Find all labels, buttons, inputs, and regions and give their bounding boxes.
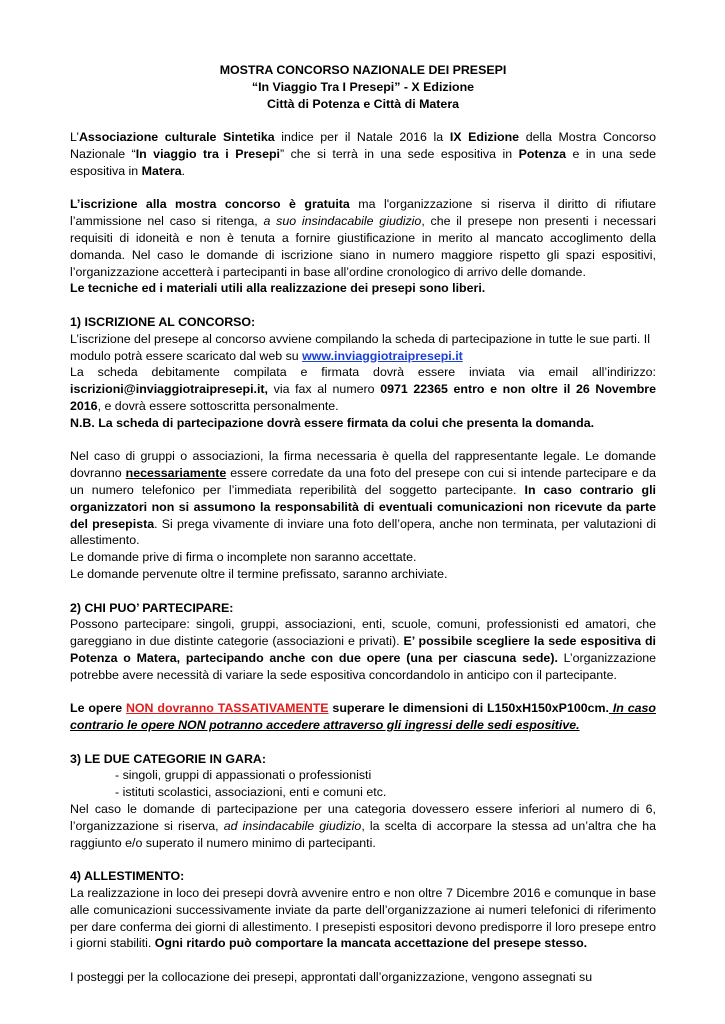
section-4-heading: 4) ALLESTIMENTO: [70, 869, 185, 884]
section-4-paragraph-1: La realizzazione in loco dei presepi dovrà avvenire entro e non oltre 7 Dicembre 2016 e comunque in base alle comunicazioni successivamente inviate da parte dell’organizzazione ai numeri telefonici di riferimento per dare conferma dei giorni di allestimento. I presepisti espositori devono predisporre il loro presepe entro i giorni stabiliti. Ogni ritardo può comportare la mancata accettazione del presepe stesso. [70, 886, 656, 951]
section-1-paragraph-1: L’iscrizione del presepe al concorso avviene compilando la scheda di partecipazione in tutte le sue parti. Il modulo potrà essere scaricato dal web su www.inviaggiotraipresepi.it [70, 331, 650, 363]
email-address: iscrizioni@inviaggiotraipresepi.it, [70, 382, 268, 397]
section-3-heading: 3) LE DUE CATEGORIE IN GARA: [70, 751, 266, 766]
document-page [70, 62, 656, 986]
website-link[interactable]: www.inviaggiotraipresepi.it [302, 348, 463, 363]
section-2-heading: 2) CHI PUO’ PARTECIPARE: [70, 600, 234, 615]
list-item: - istituti scolastici, associazioni, enti e comuni etc. [70, 784, 656, 801]
section-1-paragraph-4: Le domande prive di firma o incomplete non saranno accettate. [70, 550, 417, 565]
title-line-2: “In Viaggio Tra I Presepi” - X Edizione [251, 79, 475, 94]
title-line-1: MOSTRA CONCORSO NAZIONALE DEI PRESEPI [219, 63, 507, 77]
free-registration-paragraph: L’iscrizione alla mostra concorso è gratuita ma l'organizzazione si riserva il diritto di rifiutare l’ammissione nel caso si ritenga, a suo insindacabile giudizio, che il presepe non presenti i necessari requisiti di idoneità e non è tenuta a fornire giustificazione in merito al mancato accoglimento della domanda. Nel caso le domande di iscrizione siano in numero maggiore rispetto gli spazi espositivi, l’organizzazione accetterà i partecipanti in base all’ordine cronologico di arrivo delle domande. [70, 197, 657, 279]
section-1-paragraph-3: Nel caso di gruppi o associazioni, la firma necessaria è quella del rappresentante legale. Le domande dovranno necessariamente essere corredate da una foto del presepe con cui si intende partecipare e da un numero telefonico per l’immediata reperibilità del soggetto partecipante. In caso contrario gli organizzatori non si assumono la responsabilità di eventuali comunicazioni non ricevute da parte del presepista. Si prega vivamente di inviare una foto dell’opera, anche non terminata, per valutazioni di allestimento. [70, 449, 656, 548]
section-4-paragraph-2: I posteggi per la collocazione dei presepi, approntati dall’organizzazione, vengono assegnati su [70, 970, 593, 985]
intro-paragraph: L’Associazione culturale Sintetika indice per il Natale 2016 la IX Edizione della Mostra Concorso Nazionale “In viaggio tra i Presepi” che si terrà in una sede espositiva in Potenza e in una sede espositiva in Matera. [70, 130, 656, 178]
section-1-heading: 1) ISCRIZIONE AL CONCORSO: [70, 314, 256, 329]
document-title [70, 62, 656, 112]
section-1-paragraph-2: La scheda debitamente compilata e firmata dovrà essere inviata via email all’indirizzo: iscrizioni@inviaggiotraipresepi.it, via fax al numero 0971 22365 entro e non oltre il 26 Novembre 2016, e dovrà essere sottoscritta personalmente. [70, 365, 657, 413]
dimensions-note: Le opere NON dovranno TASSATIVAMENTE superare le dimensioni di L150xH150xP100cm. In caso contrario le opere NON potranno accedere attraverso gli ingressi delle sedi espositive. [70, 701, 656, 733]
section-1-paragraph-5: Le domande pervenute oltre il termine prefissato, saranno archiviate. [70, 566, 448, 581]
section-3-paragraph-1: Nel caso le domande di partecipazione per una categoria dovessero essere inferiori al numero di 6, l’organizzazione si riserva, ad insindacabile giudizio, la scelta di accorpare la stessa ad un’altra che ha raggiunto e/o superato il numero minimo di partecipanti. [70, 802, 657, 850]
title-line-3: Città di Potenza e Città di Matera [266, 96, 460, 111]
techniques-note: Le tecniche ed i materiali utili alla realizzazione dei presepi sono liberi. [70, 281, 486, 296]
list-item: - singoli, gruppi di appassionati o professionisti [70, 767, 656, 784]
section-2-paragraph-1: Possono partecipare: singoli, gruppi, associazioni, enti, scuole, comuni, professionisti ed amatori, che gareggiano in due distinte categorie (associazioni e privati). E’ possibile scegliere la sede espositiva di Potenza o Matera, partecipando anche con due opere (una per ciascuna sede). L’organizzazione potrebbe avere necessità di variare la sede espositiva concordandolo in anticipo con il partecipante. [70, 617, 657, 682]
nb-note: N.B. La scheda di partecipazione dovrà essere firmata da colui che presenta la domanda. [70, 415, 595, 430]
